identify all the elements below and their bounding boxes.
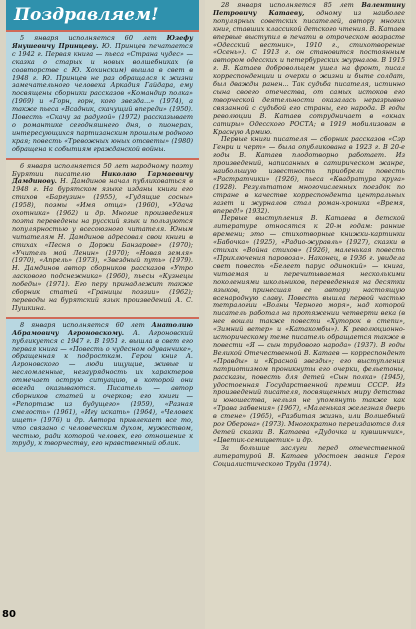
announcement-damdinov xyxy=(6,160,199,317)
announcement-body: Ю. Принцев печатается с 1942 г. Первая книга — пьеса «Страна чудес» — сказка о старых и новых волшебниках (в соавторстве с Ю. Хохинским) вышла в свет в 1948 г. Ю. Принцев не раз обращался к жизни замечательного человека Аркадия Гайдара, ему посвящены сборники рассказов «Командир полка» (1969) и «Горн, горн, кого звезда...» (1974), а также пьеса «Всадник, скачущий впереди» (1950). Повесть «Скачу за радугой» (1972) рассказывает о романтике сегодняшнего дня, о пионерах, интересующихся партизанским прошлым родного края; повесть «Тревожных юных отсветы» (1980) обращена к событиям гражданской войны. xyxy=(12,41,193,153)
page-number: 80 xyxy=(2,609,16,620)
announcement-text xyxy=(213,2,405,136)
announcement-prince xyxy=(6,32,199,158)
announcement-lead: 28 января исполняется 85 лет xyxy=(221,1,362,9)
honoree-name: Валентину Петровичу Катаеву, xyxy=(213,1,405,17)
announcement-body: Н. Дамдинов начал публиковаться в 1948 г. На бурятском языке изданы книги его стихов «Баргузин» (1955), «Гудящие сосны» (1958), поэмы «Имя отца» (1960), «Удача охотника» (1962) и др. Многие произведения поэта переведены на русский язык и пользуются популярностью у всесоюзного читателя. Юным читателям Н. Дамдинов адресовал свои книги в стихах «Песня о Доржи Банзарове» (1970); «Учитель мой Ленин» (1970); «Новая земля» (1970), «Апрель» (1973), «Звездный путь» (1979). Н. Дамдинов автор сборников рассказов «Утро ласкового подснежника» (1960), пьесы «Кузнецы победы» (1971). Его перу принадлежит также сборник статей «Границы поэзии» (1962); переводы на бурятский язык произведений А. С. Пушкина. xyxy=(12,177,193,312)
honoree-name: Николаю Гармаевичу Дамдинову. xyxy=(12,169,193,186)
announcement-kataev xyxy=(205,0,411,629)
header-band xyxy=(6,0,199,30)
announcement-paragraph: Первые выступления В. Катаева в детской литературе относятся к 20-м годам: ранние времени; это — стихотворные книжки-картинки «Бабочка» (1925), «Радио-журавль» (1927), сказки в стихах «Война стихов» (1926), маленькая повесть «Приключения паровоза». Наконец, в 1936 г. увидела свет повесть «Белеет парус одинокий» — книга, читаемая и перечитываемая несколькими поколениями школьников, переведенная на десятки языков, принесшая ее автору настоящую всенародную славу. Повесть вышла первой частью тетралогии «Волны Черного моря», над которой писатель работал на протяжении четверти века (в нее вошли также повести «Хуторок в степи», «Зимний ветер» и «Катакомбы»). К революционно-историческому теме писатель обращается также в повести «Я — сын трудового народа» (1937). В годы Великой Отечественной В. Катаев — корреспондент «Правды» и «Красной звезды»; его выступления патриотизмом проникнуты его очерки, фельетоны, рассказы, повесть для детей «Сын полка» (1945), удостоенная Государственной премии СССР. Из произведений писателя, посвященных миру детства и юношества, нельзя не упомянуть также как «Трава забвения» (1967), «Маленькая железная дверь в стене» (1965), «Разбитая жизнь, или Волшебный рог Оберона» (1973). Многократно переиздаются для детей сказки В. Катаева «Дудочка и кувшинчик», «Цветик-семицветик» и др. xyxy=(213,214,405,444)
announcement-lead: 6 января исполняется 50 лет народному поэту Бурятии писателю xyxy=(12,161,193,178)
announcement-lead: 8 января исполняется 60 лет xyxy=(20,320,152,329)
announcement-body: А. Агроновский публикуется с 1947 г. В 1951 г. вышла в свет его первая книга — «Повесть о чудесном одуванчике», обращенная к подросткам. Герои книг А. Агроновского — люди ищущие, живые и несломленные, незаурядность их характеров отмечает острую ситуацию, в которой они всегда оказываются. Писатель — автор сборников статей и очерков; его книги — «Репортаж из будущего» (1959), «Разная смелость» (1961), «Игу искать» (1964), «Человек ищет» (1976) и др. Автора привлекает все то, что связано с человеческим духом, мужеством, честью, ради которой человек, его отношение к труду, к творчеству, его нравственный облик. xyxy=(12,328,193,448)
page-title: Поздравляем! xyxy=(14,5,159,25)
honoree-name: Юзефу Янушевичу Принцеву. xyxy=(12,34,193,50)
announcement-text xyxy=(12,163,193,313)
announcement-body: одному из наиболее популярных советских писателей, автору многих книг, ставших классикой детского чтения. В. Катаев впервые выступил в печати в отроческом возрасте «Одесский вестник», 1910 г., стихотворение «Осень»). С 1913 г. он становится постоянным автором одесских и петербургских журналов. В 1915 г. В. Катаев добровольцем ушел на фронт, писал корреспонденции и очерки о жизни и быте солдат, был дважды ранен... Так судьба писателя, истинно сына своего отечества, от самых истоков его творческой деятельности оказалась неразрывно связанной с судьбой его страны, его народа. В годы революции В. Катаев сотрудничает в «окнах сатиры» Одесского РОСТА; в 1919 мобилизован в Красную Армию. xyxy=(213,8,405,136)
announcement-lead: 5 января исполняется 60 лет xyxy=(20,34,167,42)
announcement-paragraph: Первые книги писателя — сборник рассказов «Сэр Генри и черт» — была опубликована в 1923 г. В 20-е годы В. Катаев плодотворно работает. Из произведений, написанных в сатирическом жанре, наибольшую известность приобрели повесть «Растратчики» (1926), пьеса «Квадратура круга» (1928). Результатом многочисленных поездок по стране в качестве корреспондента центральных газет и журналов стал роман-хроника «Время, вперед!» (1932). xyxy=(213,135,405,215)
announcement-agronovsky xyxy=(6,319,199,453)
right-column xyxy=(205,0,411,629)
left-column xyxy=(6,0,199,629)
announcement-paragraph: За большие заслуги перед отечественной литературой В. Катаев удостоен звания Героя Социалистического Труда (1974). xyxy=(213,443,405,468)
honoree-name: Анатолию Абрамовичу Агроновскому. xyxy=(12,320,193,337)
announcement-text xyxy=(12,35,193,154)
announcement-text xyxy=(12,322,193,449)
